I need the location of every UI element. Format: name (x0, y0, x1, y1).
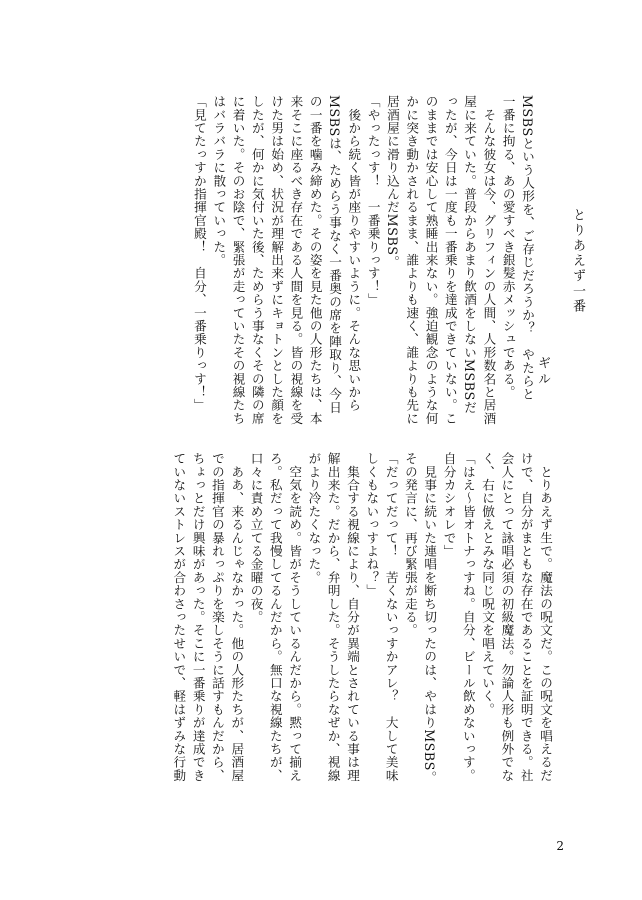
text-line: に着いた。そのお陰で、緊張が走っていたその視線たち (230, 95, 246, 425)
text-line: ていないストレスが合わさったせいで、軽はずみな行動 (171, 452, 187, 782)
text-line: ったが、今日は一度も一番乗りを達成できていない。こ (442, 95, 458, 425)
text-line: 「だってだって！ 苦くないっすかアレ？ 大して美味 (383, 452, 399, 782)
text-line: の一番を噛み締めた。その姿を見た他の人形たちは、本 (307, 95, 323, 425)
text-line: のままでは安心して熟睡出来ない。強迫観念のような何 (423, 95, 439, 425)
text-line: 来そこに座るべき存在である人間を見る。皆の視線を受 (288, 95, 304, 425)
text-line: ああ、来るんじゃなかった。他の人形たちが、居酒屋 (229, 452, 245, 782)
text-line: 自分カシオレで」 (441, 452, 457, 558)
text-line: 「見てたっすか指揮官殿！ 自分、一番乗りっす！」 (191, 95, 207, 412)
text-line: ろ。私だって我慢してるんだから。無口な視線たちが、 (267, 452, 283, 782)
text-line: 見事に続いた連唱を断ち切ったのは、やはりMSBS。 (422, 452, 438, 785)
text-line: その発言に、再び緊張が走る。 (402, 452, 418, 637)
lower-text-block (169, 452, 555, 806)
text-line: 居酒屋に滑り込んだMSBS。 (384, 95, 400, 269)
story-title: とりあえず一番 (570, 208, 585, 315)
text-line: 屋に来ていた。普段からあまり飲酒をしないMSBSだ (462, 95, 478, 415)
text-line: しくもないっすよね？」 (364, 452, 380, 598)
text-line: MSBSは、ためらう事なく一番奥の席を陣取り、今日 (327, 95, 343, 415)
text-line: での指揮官の暴れっぷりを楽しそうに話すもんだから、 (209, 452, 225, 782)
upper-text-block (190, 95, 537, 425)
text-line: したが、何かに気付いた後、ためらう事なくその隣の席 (249, 95, 265, 425)
text-line: 空気を読め。皆がそうしているんだから。黙って揃え (287, 452, 303, 782)
text-line: 会人にとって詠唱必須の初級魔法。勿論人形も例外でな (499, 452, 515, 782)
author-name: ギル (535, 356, 550, 388)
text-line: 一番に拘る、あの愛すべき銀髪赤メッシュである。 (500, 95, 516, 399)
text-line: 口々に責め立てる金曜の夜。 (248, 452, 264, 624)
text-line: 後から続く皆が座りやすいように。そんな思いから (346, 95, 362, 412)
text-line: 「やったっす！ 一番乗りっす！」 (365, 95, 381, 307)
text-line: そんな彼女は今、グリフィンの人間、人形数名と居酒 (481, 95, 497, 425)
text-line: けで、自分がまともな存在であることを証明できる。社 (518, 452, 534, 782)
text-line: 解出来た。だから、弁明した。そうしたらなぜか、視線 (325, 452, 341, 782)
text-line: がより冷たくなった。 (306, 452, 322, 584)
text-line: MSBSという人形を、ご存じだろうか？ やたらと (520, 95, 535, 401)
text-line: けた男は始め、状況が理解出来ずにキョトンとした顔を (269, 95, 285, 425)
text-line: はバラバラに散っていった。 (211, 95, 227, 267)
page-number: 2 (556, 839, 564, 853)
text-line: 集合する視線により、自分が異端とされている事は理 (345, 452, 361, 782)
text-line: 「はえ〜皆オトナっすね。自分、ビール飲めないっす。 (460, 452, 476, 782)
text-line: とりあえず生で。魔法の呪文だ。この呪文を唱えるだ (538, 452, 553, 782)
text-line: かに突き動かされるまま、誰よりも速く、誰よりも先に (404, 95, 420, 425)
text-line: ちょっとだけ興味があった。そこに一番乗りが達成でき (190, 452, 206, 782)
text-line: く、右に倣えとみな同じ呪文を唱えていく。 (480, 452, 496, 716)
